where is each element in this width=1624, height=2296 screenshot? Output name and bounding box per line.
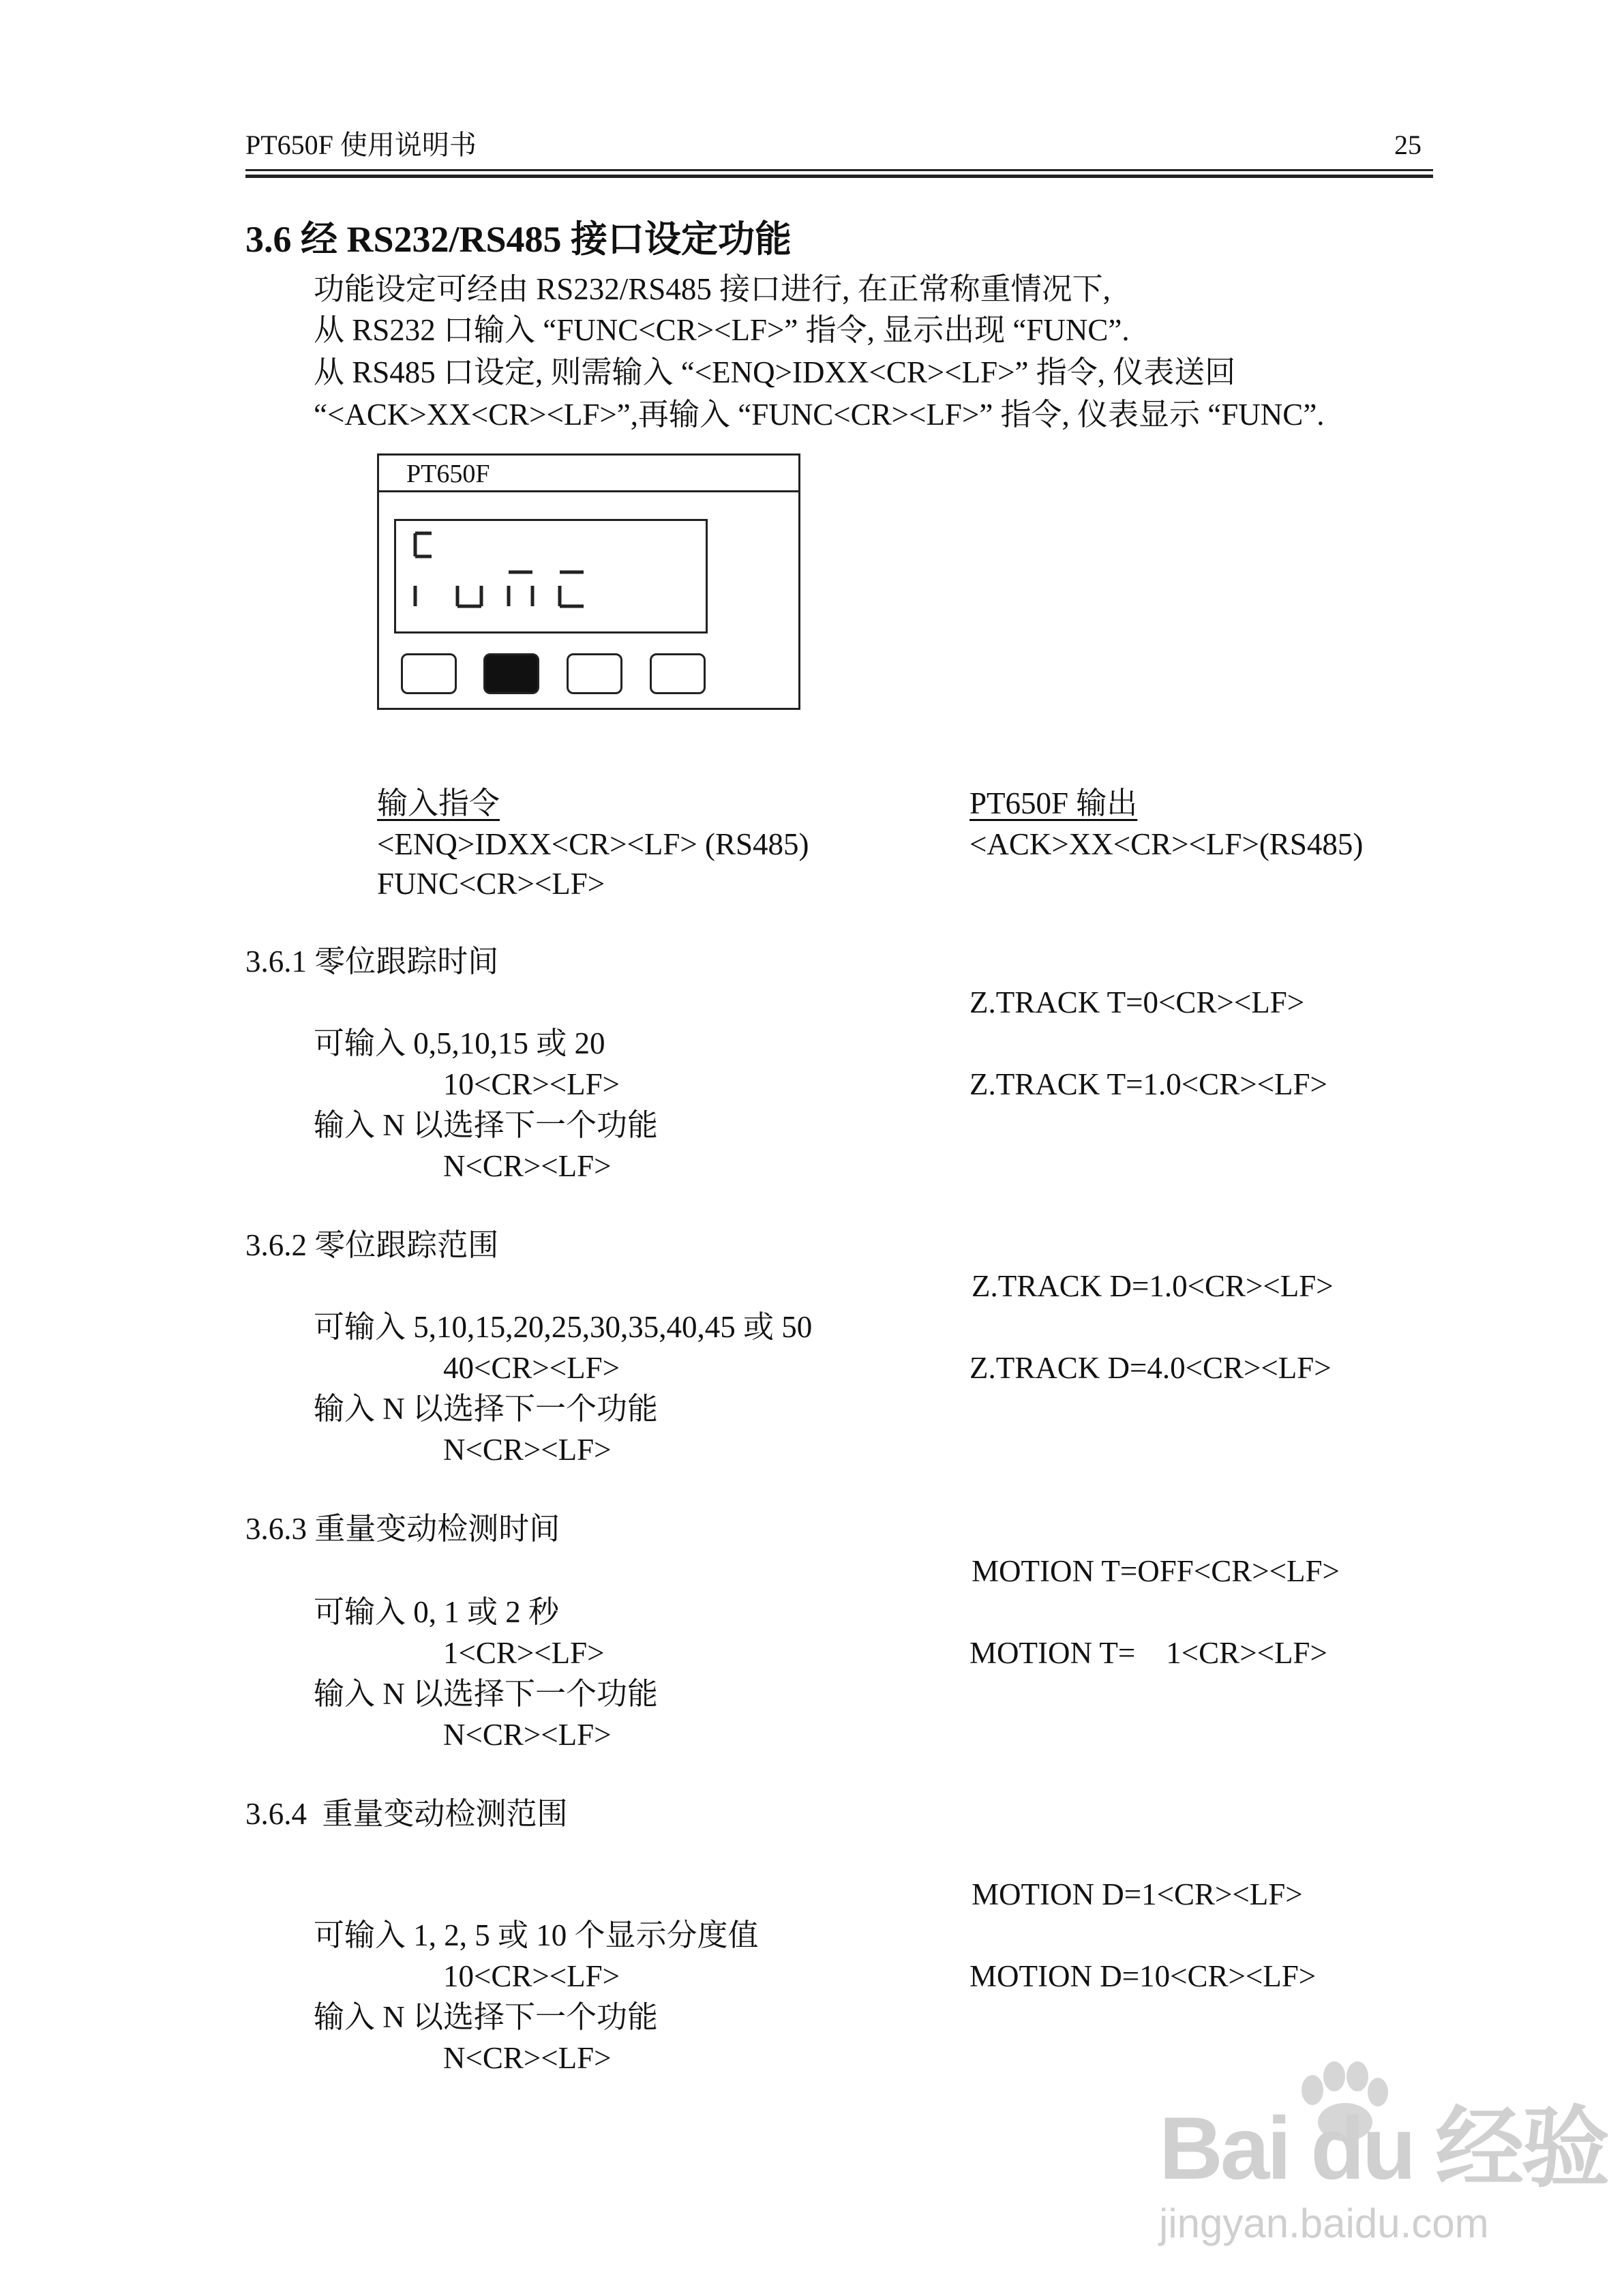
baidu-watermark-url: jingyan.baidu.com bbox=[1159, 2201, 1489, 2246]
subsection-title: 3.6.2 零位跟踪范围 bbox=[245, 1228, 499, 1262]
intro-line-2: 从 RS232 口输入 “FUNC<CR><LF>” 指令, 显示出现 “FUNC”. bbox=[314, 313, 1130, 347]
output-line: MOTION D=10<CR><LF> bbox=[969, 1959, 1317, 1993]
input-enq-command: <ENQ>IDXX<CR><LF> (RS485) bbox=[377, 827, 809, 861]
input-column-label: 输入指令 bbox=[377, 786, 500, 820]
section-title: 3.6 经 RS232/RS485 接口设定功能 bbox=[245, 219, 792, 260]
next-function-command: N<CR><LF> bbox=[443, 1718, 612, 1752]
output-line: Z.TRACK T=1.0<CR><LF> bbox=[969, 1067, 1327, 1101]
input-value: 1<CR><LF> bbox=[443, 1636, 605, 1670]
input-value: 10<CR><LF> bbox=[443, 1067, 620, 1101]
device-key-4 bbox=[650, 653, 706, 694]
output-line: MOTION T=OFF<CR><LF> bbox=[972, 1554, 1340, 1588]
output-line: Z.TRACK T=0<CR><LF> bbox=[969, 985, 1305, 1019]
baidu-watermark-logo: Bai du 经验 bbox=[1159, 2098, 1608, 2198]
input-hint: 可输入 5,10,15,20,25,30,35,40,45 或 50 bbox=[314, 1310, 813, 1344]
device-illustration bbox=[377, 453, 800, 710]
lcd-display bbox=[394, 519, 708, 633]
device-key-2-active bbox=[483, 653, 539, 694]
intro-line-4: “<ACK>XX<CR><LF>”,再输入 “FUNC<CR><LF>” 指令, 仪表显示 “FUNC”. bbox=[314, 398, 1325, 432]
device-key-1 bbox=[401, 653, 457, 694]
header-rule-thin bbox=[245, 169, 1433, 171]
device-label: PT650F bbox=[379, 456, 798, 492]
input-func-command: FUNC<CR><LF> bbox=[377, 867, 605, 901]
running-header-title: PT650F 使用说明书 bbox=[245, 130, 477, 160]
output-line: Z.TRACK D=4.0<CR><LF> bbox=[969, 1351, 1332, 1385]
output-ack-response: <ACK>XX<CR><LF>(RS485) bbox=[969, 827, 1364, 861]
output-column-label: PT650F 输出 bbox=[969, 786, 1138, 820]
next-function-command: N<CR><LF> bbox=[443, 1149, 612, 1183]
header-rule-thick bbox=[245, 175, 1433, 178]
output-line: MOTION D=1<CR><LF> bbox=[972, 1877, 1303, 1911]
subsection-title: 3.6.3 重量变动检测时间 bbox=[245, 1512, 560, 1546]
output-line: MOTION T= 1<CR><LF> bbox=[969, 1636, 1327, 1670]
input-hint: 可输入 0, 1 或 2 秒 bbox=[314, 1595, 560, 1629]
intro-line-1: 功能设定可经由 RS232/RS485 接口进行, 在正常称重情况下, bbox=[314, 272, 1111, 306]
next-function-hint: 输入 N 以选择下一个功能 bbox=[314, 1108, 658, 1142]
seven-segment-func-icon bbox=[396, 521, 706, 631]
device-key-3 bbox=[567, 653, 622, 694]
intro-line-3: 从 RS485 口设定, 则需输入 “<ENQ>IDXX<CR><LF>” 指令, 仪表送回 bbox=[314, 355, 1236, 389]
input-hint: 可输入 0,5,10,15 或 20 bbox=[314, 1026, 605, 1060]
next-function-hint: 输入 N 以选择下一个功能 bbox=[314, 2000, 658, 2034]
subsection-title: 3.6.4 重量变动检测范围 bbox=[245, 1797, 568, 1831]
next-function-command: N<CR><LF> bbox=[443, 2041, 612, 2075]
next-function-command: N<CR><LF> bbox=[443, 1433, 612, 1467]
subsection-title: 3.6.1 零位跟踪时间 bbox=[245, 944, 499, 979]
page-number: 25 bbox=[1394, 130, 1422, 160]
input-value: 40<CR><LF> bbox=[443, 1351, 620, 1385]
input-value: 10<CR><LF> bbox=[443, 1959, 620, 1993]
output-line: Z.TRACK D=1.0<CR><LF> bbox=[972, 1269, 1334, 1303]
input-hint: 可输入 1, 2, 5 或 10 个显示分度值 bbox=[314, 1918, 759, 1952]
next-function-hint: 输入 N 以选择下一个功能 bbox=[314, 1392, 658, 1426]
next-function-hint: 输入 N 以选择下一个功能 bbox=[314, 1677, 658, 1711]
